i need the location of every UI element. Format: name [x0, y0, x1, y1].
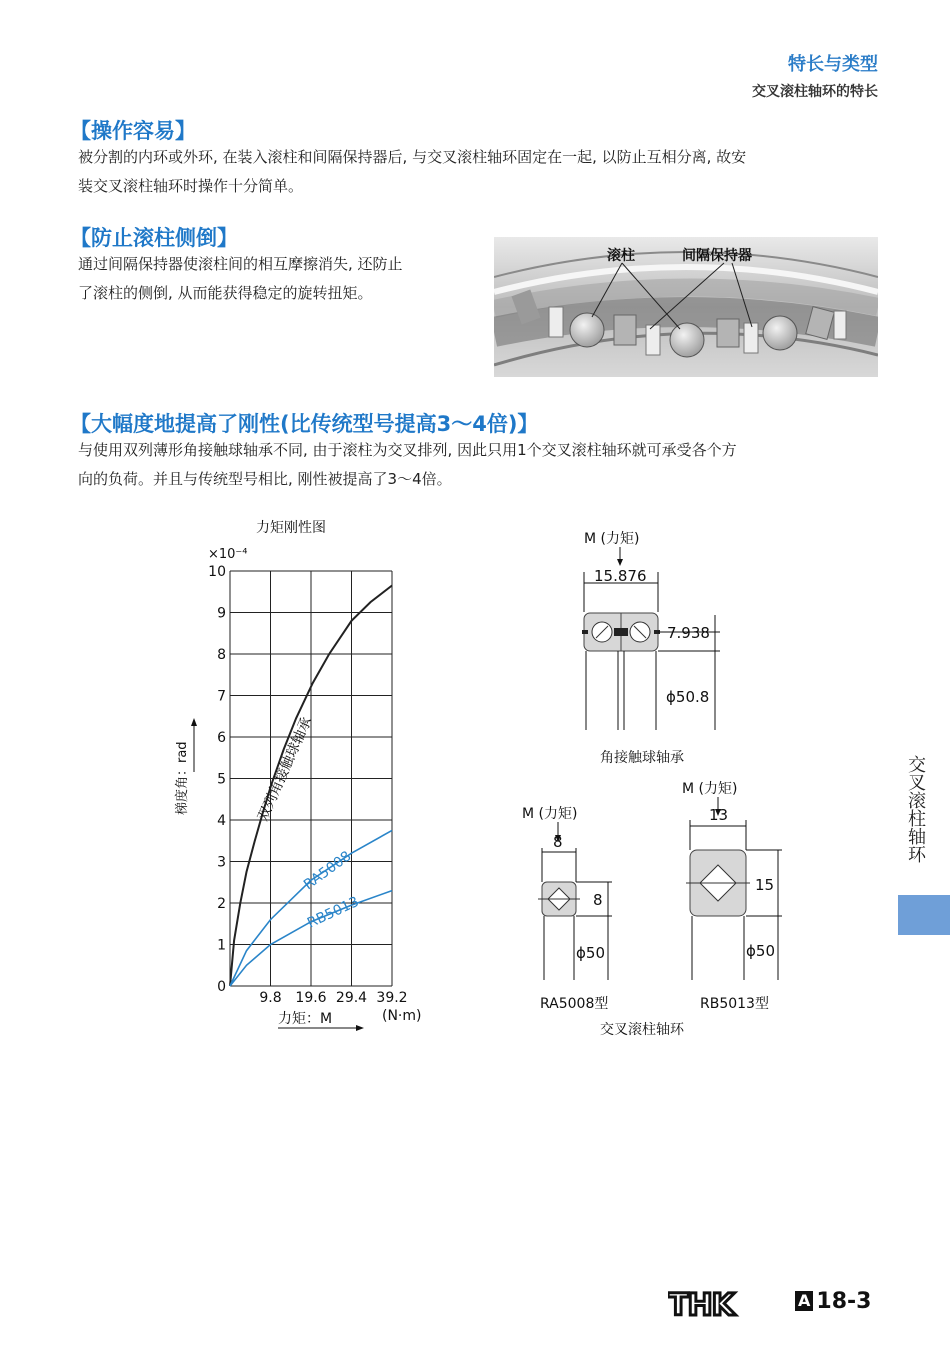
page-section-box: A: [795, 1291, 813, 1311]
paragraph-line: 通过间隔保持器使滚柱间的相互摩擦消失, 还防止: [78, 255, 403, 273]
y-tick-label: 9: [217, 605, 226, 622]
angular-width: 15.876: [594, 567, 647, 585]
x-tick-label: 29.4: [335, 990, 368, 1006]
cross-roller-caption: 交叉滚柱轴环: [600, 1022, 684, 1038]
y-tick-label: 0: [217, 979, 226, 995]
y-tick-label: 2: [217, 896, 226, 912]
angular-height: 7.938: [667, 624, 710, 642]
x-tick-label: 39.2: [376, 990, 408, 1006]
y-tick-label: 1: [217, 937, 226, 954]
bearing-diagrams: [500, 520, 800, 1054]
ra5008-diameter: ϕ50: [576, 944, 605, 962]
header-title: 特长与类型: [788, 54, 878, 75]
bearing-photo: [494, 237, 878, 377]
moment-rigidity-chart: [160, 510, 450, 1044]
y-tick-label: 10: [208, 564, 226, 580]
rb5013-caption: RB5013型: [700, 996, 769, 1012]
paragraph-line: 向的负荷。并且与传统型号相比, 刚性被提高了3～4倍。: [78, 470, 452, 488]
chart-x-label: 力矩：M: [278, 1011, 333, 1027]
angular-moment-label: M (力矩): [584, 531, 640, 547]
rb5013-height: 15: [755, 876, 775, 894]
page-number-value: 18-3: [816, 1289, 872, 1314]
page-number: [795, 1289, 871, 1314]
side-tab-marker: [898, 895, 950, 935]
rb5013-diameter: ϕ50: [746, 942, 775, 960]
section-heading-prevent-tilt: 【防止滚柱侧倒】: [70, 226, 238, 250]
x-tick-label: 19.6: [295, 990, 327, 1006]
y-tick-label: 5: [217, 771, 226, 788]
section-body-prevent-tilt: [78, 250, 403, 308]
y-tick-label: 3: [217, 854, 226, 871]
y-tick-label: 6: [217, 730, 226, 746]
angular-diameter: ϕ50.8: [666, 688, 710, 706]
ra5008-moment-label: M (力矩): [522, 806, 578, 822]
side-tab-label: 交叉滚柱轴环: [905, 755, 926, 863]
section-body-easy-operation: [78, 143, 746, 201]
ra5008-width: 8: [553, 833, 563, 851]
chart-x-ticks: [259, 990, 407, 1006]
y-tick-label: 7: [217, 688, 226, 705]
svg-text:THK: THK: [668, 1288, 734, 1320]
series-label-angular: 双列角接触球轴承: [255, 714, 316, 824]
chart-y-label: 梯度角：rad: [175, 741, 190, 815]
ra5008-height: 8: [593, 891, 603, 909]
label-spacer: 间隔保持器: [682, 248, 752, 264]
rb5013-width: 13: [709, 806, 729, 824]
series-label-ra5008: RA5008: [300, 848, 355, 894]
section-heading-rigidity: 【大幅度地提高了刚性(比传统型号提高3～4倍)】: [70, 412, 539, 436]
header-subtitle: 交叉滚柱轴环的特长: [752, 84, 878, 100]
paragraph-line: 了滚柱的侧倒, 从而能获得稳定的旋转扭矩。: [78, 284, 373, 302]
paragraph-line: 被分割的内环或外环, 在装入滚柱和间隔保持器后, 与交叉滚柱轴环固定在一起, 以防止互相分离, 故安: [78, 148, 747, 166]
series-label-rb5013: RB5013: [304, 893, 362, 932]
rb5013-moment-label: M (力矩): [682, 781, 738, 797]
section-heading-easy-operation: 【操作容易】: [70, 119, 196, 143]
chart-x-unit: (N·m): [382, 1008, 422, 1024]
x-tick-label: 9.8: [259, 990, 282, 1006]
chart-y-ticks: [208, 564, 226, 995]
y-tick-label: 8: [217, 647, 226, 663]
ra5008-caption: RA5008型: [540, 996, 609, 1012]
section-body-rigidity: [78, 436, 737, 494]
y-tick-label: 4: [217, 813, 226, 829]
chart-title: 力矩刚性图: [256, 520, 326, 536]
label-roller: 滚柱: [607, 248, 635, 264]
paragraph-line: 与使用双列薄形角接触球轴承不同, 由于滚柱为交叉排列, 因此只用1个交叉滚柱轴环就可承受各个方: [78, 441, 737, 459]
paragraph-line: 装交叉滚柱轴环时操作十分简单。: [78, 177, 304, 195]
thk-logo: [668, 1288, 758, 1324]
angular-caption: 角接触球轴承: [600, 750, 684, 766]
chart-y-multiplier: ×10⁻⁴: [208, 547, 248, 562]
